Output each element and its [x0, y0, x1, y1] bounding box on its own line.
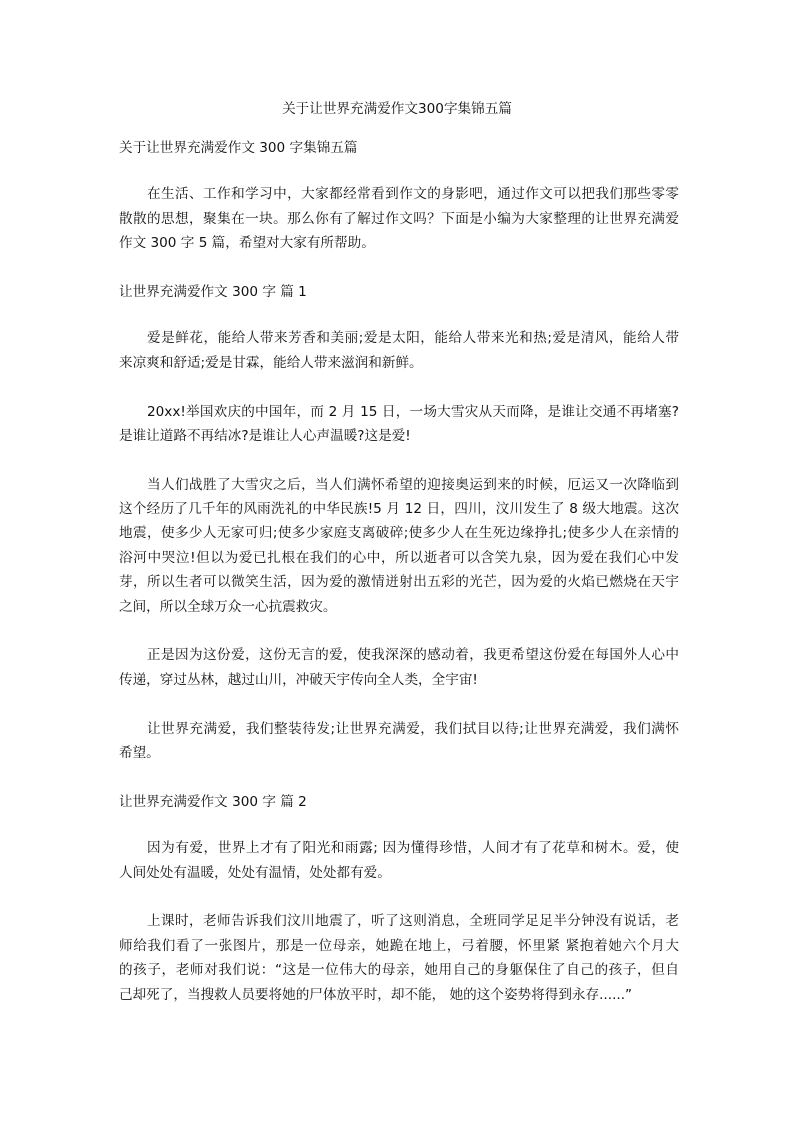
text-line: 让世界充满爱作文 300 字 篇 2	[119, 793, 307, 810]
document-body	[119, 136, 679, 1031]
text-line: 当人们战胜了大雪灾之后，当人们满怀希望的迎接奥运到来的时候，厄运又一次降临到	[147, 476, 679, 493]
text-line: 来凉爽和舒适;爱是甘霖，能给人带来滋润和新鲜。	[119, 354, 423, 371]
paragraph	[119, 643, 679, 692]
text-line: 地震，使多少人无家可归;使多少家庭支离破碎;使多少人在生死边缘挣扎;使多少人在亲情的	[119, 525, 679, 542]
document-title: 关于让世界充满爱作文300字集锦五篇	[282, 101, 512, 117]
text-line: 正是因为这份爱，这份无言的爱，使我深深的感动着，我更希望这份爱在每国外人心中	[147, 647, 679, 664]
text-line: 的孩子，老师对我们说：“这是一位伟大的母亲，她用自己的身躯保住了自己的孩子，但自	[119, 962, 679, 979]
paragraph	[119, 182, 679, 255]
text-line: 己却死了，当搜救人员要将她的尸体放平时，却不能， 她的这个姿势将得到永存......”	[119, 986, 633, 1003]
text-line: 散散的思想，聚集在一块。那么你有了解过作文吗？下面是小编为大家整理的让世界充满爱	[119, 210, 679, 227]
text-line: 这个经历了几千年的风雨洗礼的中华民族!5 月 12 日，四川，汶川发生了 8 级大地震。这次	[119, 501, 679, 518]
text-line: 作文 300 字 5 篇，希望对大家有所帮助。	[119, 235, 375, 252]
text-line: 芽，所以生者可以微笑生活，因为爱的激情迸射出五彩的光芒，因为爱的火焰已燃烧在天宇	[119, 574, 679, 591]
text-line: 在生活、工作和学习中，大家都经常看到作文的身影吧，通过作文可以把我们那些零零	[147, 186, 679, 203]
section-heading	[119, 790, 679, 814]
text-line: 关于让世界充满爱作文 300 字集锦五篇	[119, 140, 358, 156]
section-heading	[119, 136, 679, 160]
text-line: 之间，所以全球万众一心抗震救灾。	[119, 598, 337, 615]
text-line: 希望。	[119, 744, 160, 761]
text-line: 因为有爱，世界上才有了阳光和雨露; 因为懂得珍惜，人间才有了花草和树木。爱，使	[147, 840, 679, 857]
section-heading	[119, 280, 679, 304]
text-line: 上课时，老师告诉我们汶川地震了，听了这则消息，全班同学足足半分钟没有说话，老	[147, 913, 679, 930]
text-line: 传递，穿过丛林，越过山川，冲破天宇传向全人类，全宇宙!	[119, 671, 478, 688]
paragraph	[119, 400, 679, 449]
text-line: 20xx!举国欢庆的中国年，而 2 月 15 日，一场大雪灾从天而降，是谁让交通不再堵塞?	[147, 403, 679, 420]
paragraph	[119, 909, 679, 1007]
text-line: 浴河中哭泣!但以为爱已扎根在我们的心中，所以逝者可以含笑九泉，因为爱在我们心中发	[119, 549, 679, 566]
text-line: 是谁让道路不再结冰?是谁让人心声温暖?这是爱!	[119, 427, 411, 444]
text-line: 让世界充满爱作文 300 字 篇 1	[119, 283, 307, 300]
text-line: 爱是鲜花，能给人带来芳香和美丽;爱是太阳，能给人带来光和热;爱是清风，能给人带	[147, 330, 679, 347]
paragraph	[119, 836, 679, 885]
text-line: 让世界充满爱，我们整装待发;让世界充满爱，我们拭目以待;让世界充满爱，我们满怀	[147, 720, 679, 737]
paragraph	[119, 326, 679, 375]
text-line: 师给我们看了一张图片，那是一位母亲，她跪在地上，弓着腰，怀里紧 紧抱着她六个月大	[119, 937, 679, 954]
paragraph	[119, 473, 679, 619]
paragraph	[119, 717, 679, 766]
text-line: 人间处处有温暖，处处有温情，处处都有爱。	[119, 864, 391, 881]
